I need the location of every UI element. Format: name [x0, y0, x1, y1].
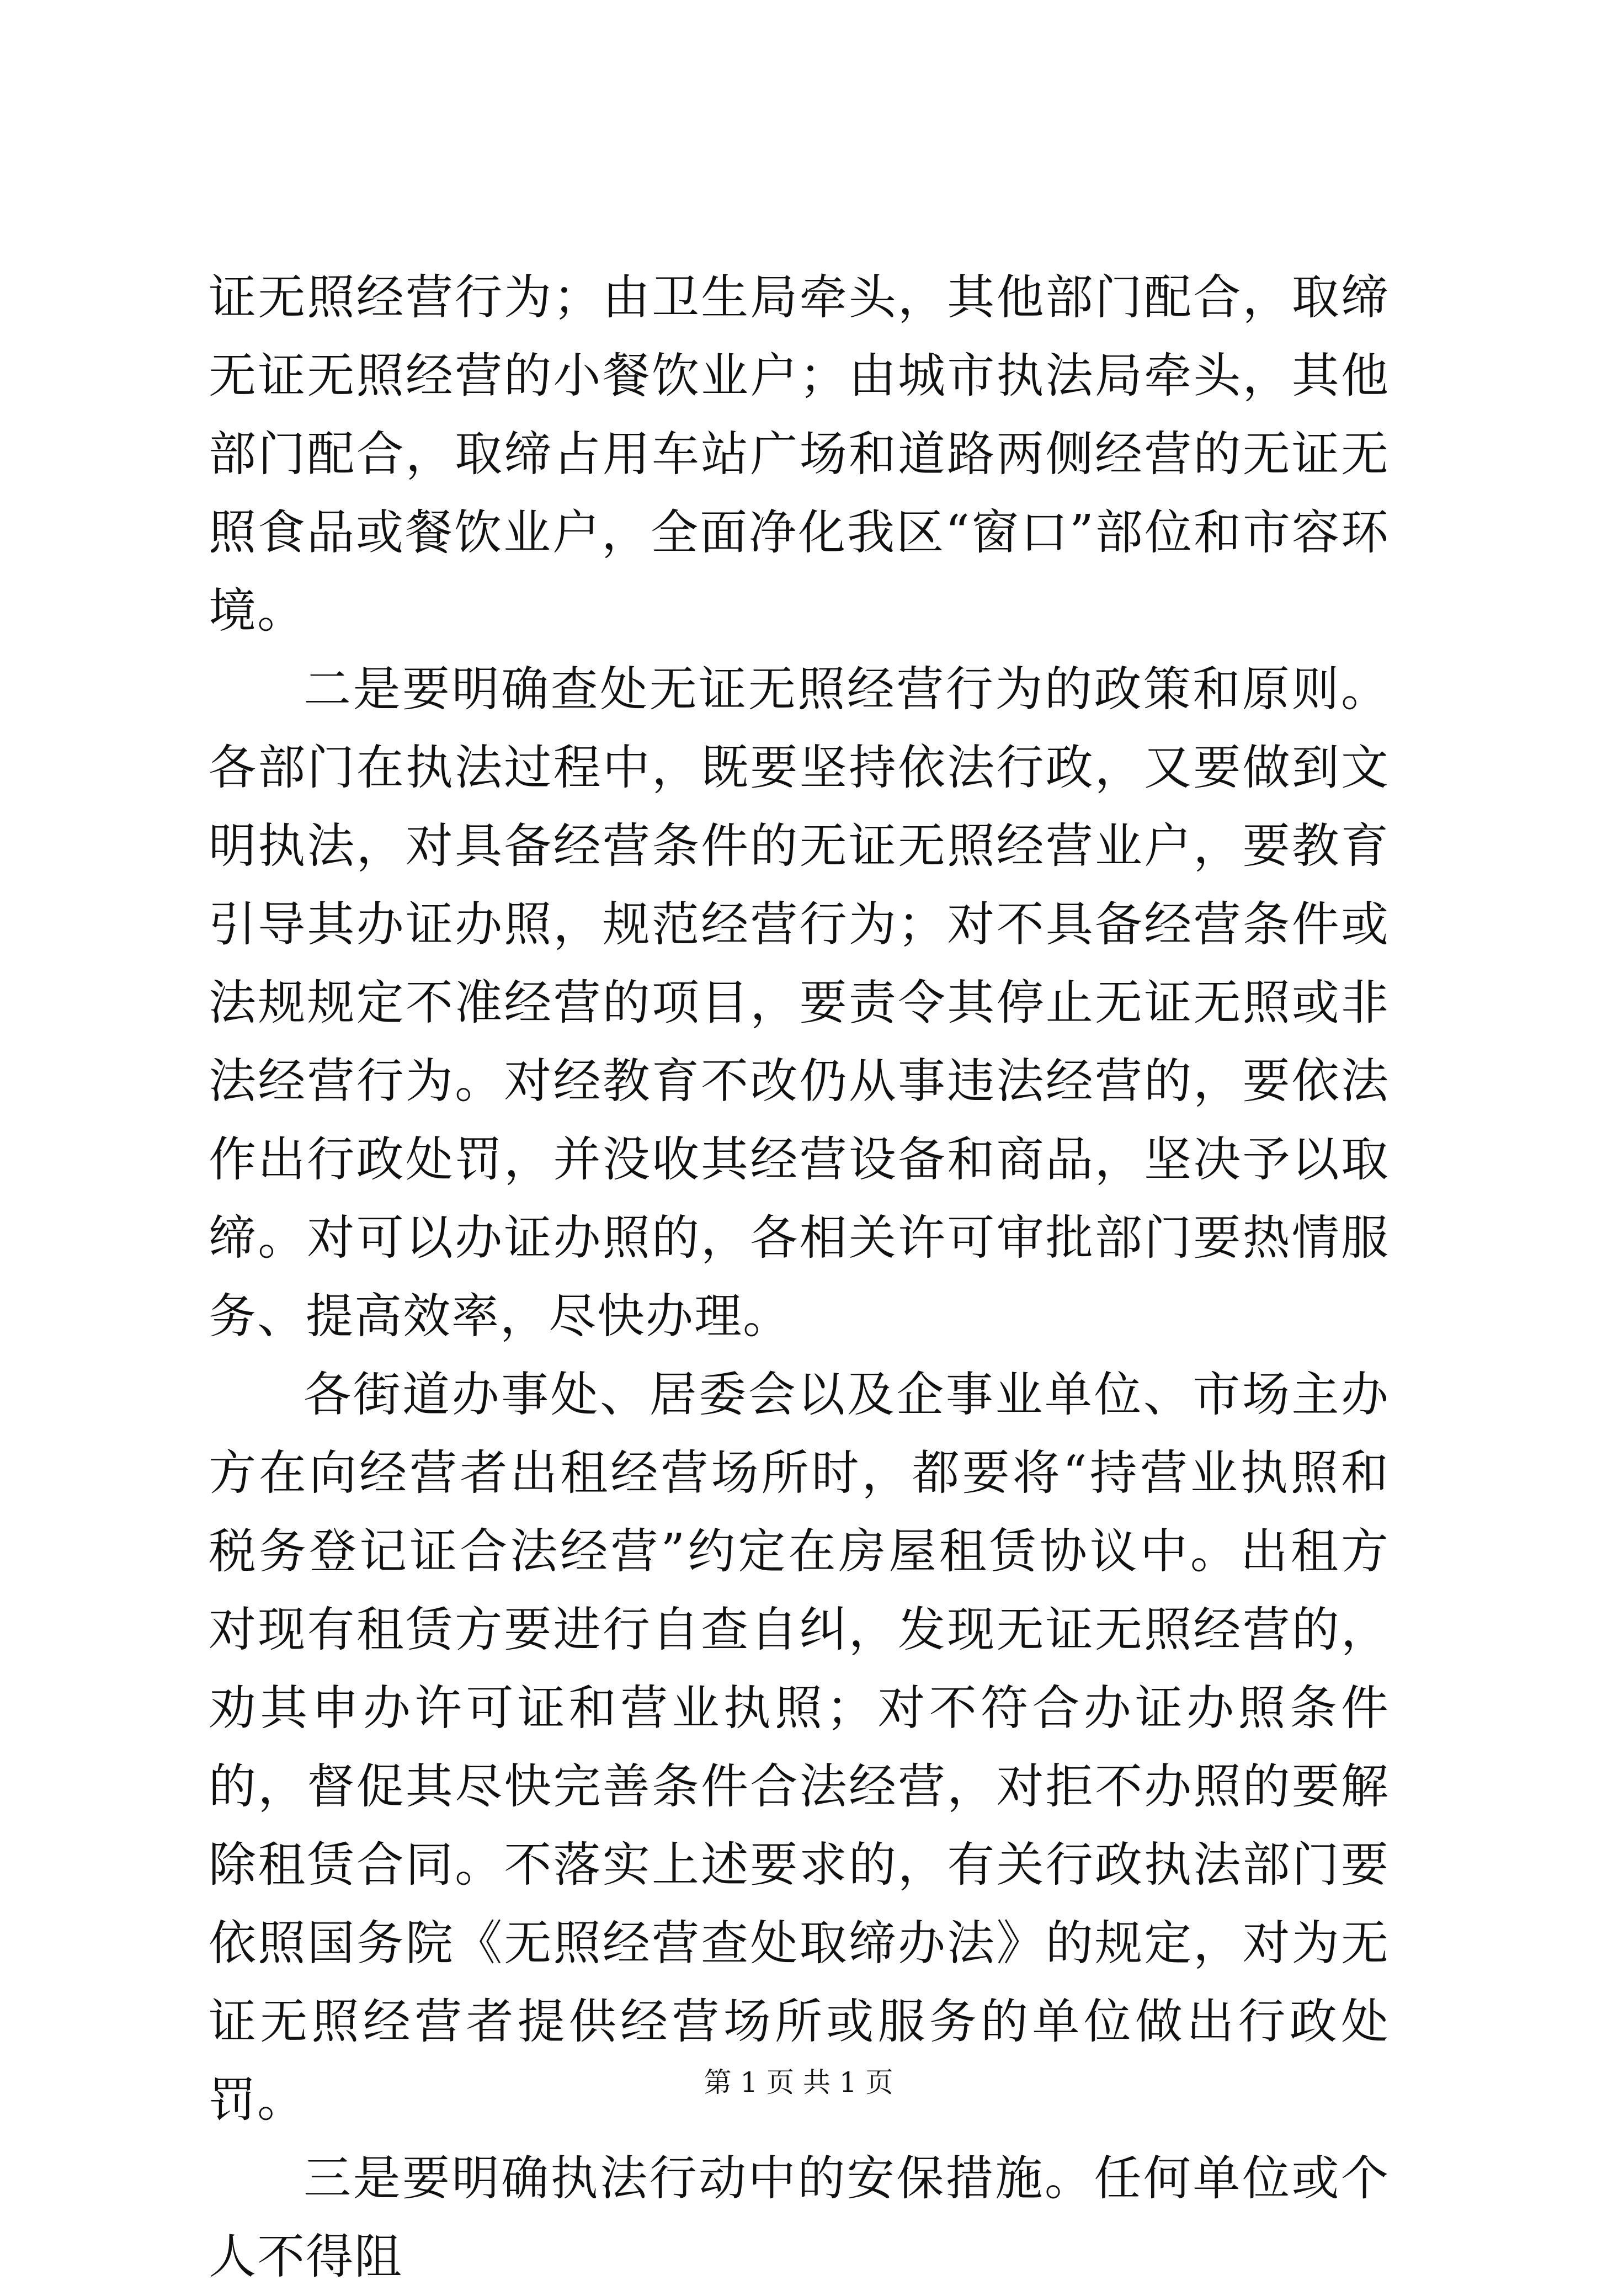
- document-body: [209, 258, 1390, 2296]
- paragraph-security-measures: 三是要明确执法行动中的安保措施。任何单位或个人不得阻: [209, 2151, 1390, 2284]
- paragraph-continuation: 证无照经营行为；由卫生局牵头，其他部门配合，取缔无证无照经营的小餐饮业户；由城市执法局牵头，其他部门配合，取缔占用车站广场和道路两侧经营的无证无照食品或餐饮业户，全面净化我区“窗口”部位和市容环境。: [209, 270, 1390, 639]
- page-footer: 第 1 页 共 1 页: [704, 2066, 893, 2098]
- paragraph-policy-principles: 二是要明确查处无证无照经营行为的政策和原则。各部门在执法过程中，既要坚持依法行政，又要做到文明执法，对具备经营条件的无证无照经营业户，要教育引导其办证办照，规范经营行为；对不具备经营条件或法规规定不准经营的项目，要责令其停止无证无照或非法经营行为。对经教育不改仍从事违法经营的，要依法作出行政处罚，并没收其经营设备和商品，坚决予以取缔。对可以办证办照的，各相关许可审批部门要热情服务、提高效率，尽快办理。: [209, 662, 1390, 1344]
- paragraph-lease-requirements: 各街道办事处、居委会以及企事业单位、市场主办方在向经营者出租经营场所时，都要将“持营业执照和税务登记证合法经营”约定在房屋租赁协议中。出租方对现有租赁方要进行自查自纠，发现无证无照经营的，劝其申办许可证和营业执照；对不符合办证办照条件的，督促其尽快完善条件合法经营，对拒不办照的要解除租赁合同。不落实上述要求的，有关行政执法部门要依照国务院《无照经营查处取缔办法》的规定，对为无证无照经营者提供经营场所或服务的单位做出行政处罚。: [209, 1367, 1390, 2128]
